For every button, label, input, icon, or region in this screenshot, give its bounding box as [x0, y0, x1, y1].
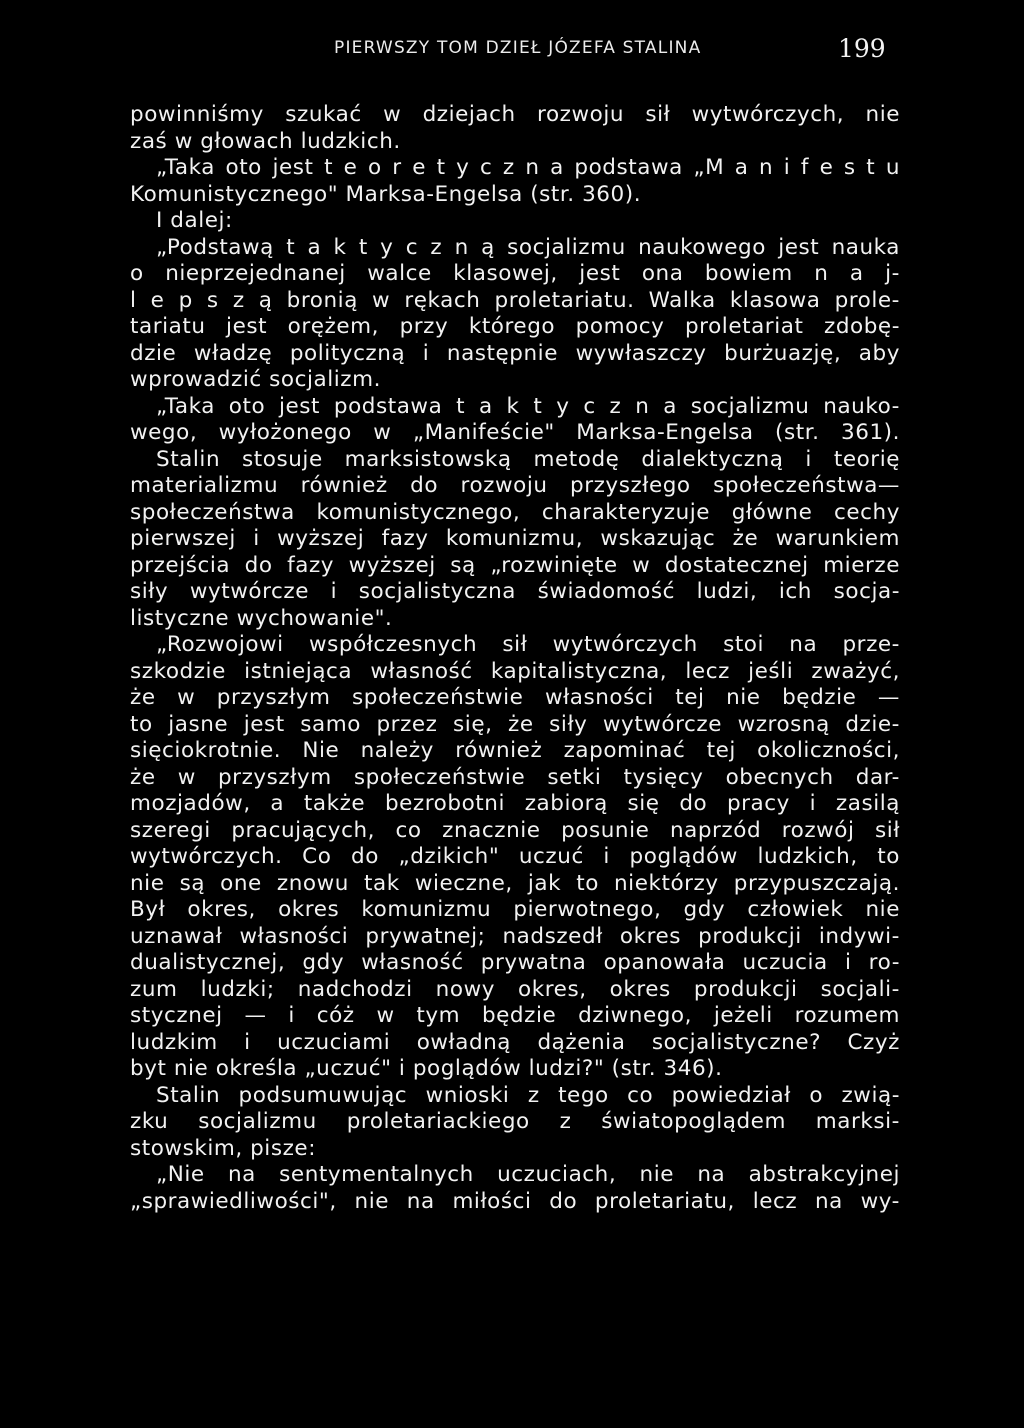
text-line: ludzkim i uczuciami owładną dążenia socjalistyczne? Czyż: [130, 1029, 900, 1055]
text-line: o nieprzejednanej walce klasowej, jest ona bowiem n a j-: [130, 261, 900, 286]
text-line: dzie władzę polityczną i następnie wywłaszczy burżuazję, aby: [130, 340, 900, 366]
text-line: listyczne wychowanie".: [130, 605, 393, 631]
text-line: Stalin podsumuwując wnioski z tego co powiedział o zwią-: [156, 1082, 900, 1108]
text-line: że w przyszłym społeczeństwie własności tej nie będzie —: [130, 685, 900, 710]
text-line: „Nie na sentymentalnych uczuciach, nie na abstrakcyjnej: [156, 1162, 900, 1187]
text-line: „sprawiedliwości", nie na miłości do proletariatu, lecz na wy-: [130, 1188, 900, 1214]
text-line: zku socjalizmu proletariackiego z światopoglądem marksi-: [130, 1109, 900, 1134]
text-line: zum ludzki; nadchodzi nowy okres, okres produkcji socjali-: [130, 976, 900, 1002]
text-line: dualistycznej, gdy własność prywatna opanowała uczucia i ro-: [130, 950, 900, 975]
text-line: stycznej — i cóż w tym będzie dziwnego, jeżeli rozumem: [130, 1003, 900, 1028]
body-text: [130, 102, 900, 1215]
text-line: „Podstawą t a k t y c z n ą socjalizmu naukowego jest nauka: [156, 234, 900, 260]
text-line: zaś w głowach ludzkich.: [130, 128, 401, 154]
text-line: „Rozwojowi współczesnych sił wytwórczych stoi na prze-: [156, 632, 900, 657]
text-line: nie są one znowu tak wieczne, jak to niektórzy przypuszczają.: [130, 870, 900, 896]
text-line: Stalin stosuje marksistowską metodę dialektyczną i teorię: [156, 446, 900, 472]
text-line: stowskim, pisze:: [130, 1135, 316, 1161]
text-line: społeczeństwa komunistycznego, charakteryzuje główne cechy: [130, 499, 900, 525]
text-line: tariatu jest orężem, przy którego pomocy proletariat zdobę-: [130, 314, 900, 339]
text-line: wprowadzić socjalizm.: [130, 367, 381, 392]
text-line: siły wytwórcze i socjalistyczna świadomość ludzi, ich socja-: [130, 579, 900, 604]
text-line: Był okres, okres komunizmu pierwotnego, gdy człowiek nie: [130, 897, 900, 922]
text-line: powinniśmy szukać w dziejach rozwoju sił wytwórczych, nie: [130, 102, 900, 127]
text-line: pierwszej i wyższej fazy komunizmu, wskazując że warunkiem: [130, 526, 900, 551]
text-line: to jasne jest samo przez się, że siły wytwórcze wzrosną dzie-: [130, 711, 900, 737]
text-line: szeregi pracujących, co znacznie posunie naprzód rozwój sił: [130, 817, 900, 843]
text-line: mozjadów, a także bezrobotni zabiorą się do pracy i zasilą: [130, 791, 900, 816]
text-line: sięciokrotnie. Nie należy również zapominać tej okoliczności,: [130, 738, 900, 763]
text-line: że w przyszłym społeczeństwie setki tysięcy obecnych dar-: [130, 764, 900, 790]
text-line: „Taka oto jest t e o r e t y c z n a podstawa „M a n i f e s t u: [156, 155, 900, 180]
running-head: PIERWSZY TOM DZIEŁ JÓZEFA STALINA: [334, 38, 702, 58]
text-line: byt nie określa „uczuć" i poglądów ludzi?" (str. 346).: [130, 1056, 723, 1081]
text-line: uznawał własności prywatnej; nadszedł okres produkcji indywi-: [130, 923, 900, 949]
page-number: 199: [838, 34, 886, 63]
text-line: szkodzie istniejąca własność kapitalistyczna, lecz jeśli zważyć,: [130, 658, 900, 684]
text-line: I dalej:: [156, 208, 233, 233]
text-line: Komunistycznego" Marksa-Engelsa (str. 360).: [130, 181, 642, 207]
text-line: wego, wyłożonego w „Manifeście" Marksa-Engelsa (str. 361).: [130, 420, 900, 445]
text-line: „Taka oto jest podstawa t a k t y c z n a socjalizmu nauko-: [156, 393, 900, 419]
page-header: [0, 34, 1024, 68]
text-line: materializmu również do rozwoju przyszłego społeczeństwa—: [130, 473, 900, 498]
text-line: l e p s z ą bronią w rękach proletariatu. Walka klasowa prole-: [130, 287, 900, 313]
text-line: przejścia do fazy wyższej są „rozwinięte w dostatecznej mierze: [130, 552, 900, 578]
text-line: wytwórczych. Co do „dzikich" uczuć i poglądów ludzkich, to: [130, 844, 900, 869]
